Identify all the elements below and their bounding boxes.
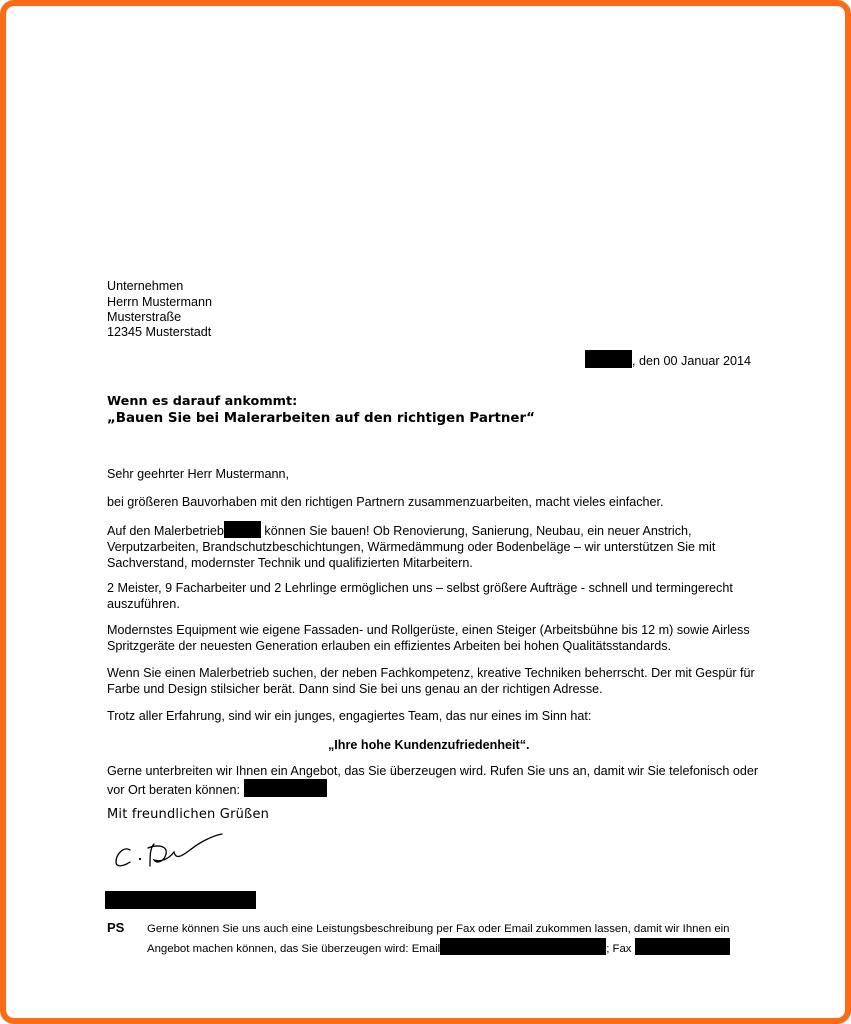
redacted-phone	[244, 779, 327, 797]
salutation: Sehr geehrter Herr Mustermann,	[107, 467, 289, 481]
recipient-company: Unternehmen	[107, 279, 184, 293]
paragraph-2-rest: können Sie bauen! Ob Renovierung, Sanierung, Neubau, ein neuer Anstrich, Verputzarbeiten, Brandschutzbeschichtungen, Wärmedämmung oder Bodenbeläge – wir unterstützen Sie mit Sachverstand, modernster Technik und qualifizierten Mitarbeitern.	[107, 524, 716, 570]
paragraph-2-start: Auf den Malerbetrieb	[107, 524, 224, 538]
ps-text-start: Gerne können Sie uns auch eine Leistungsbeschreibung per Fax oder Email zukommen lassen, damit wir Ihnen ein Angebot machen können, das Sie überzeugen wird: Email	[147, 923, 730, 955]
paragraph-3: 2 Meister, 9 Facharbeiter und 2 Lehrlinge ermöglichen uns – selbst größere Aufträge - schnell und termingerecht auszuführen.	[107, 581, 733, 611]
recipient-street: Musterstraße	[107, 310, 182, 324]
recipient-city: 12345 Musterstadt	[107, 325, 212, 339]
paragraph-2	[107, 521, 767, 571]
subject-line-2: „Bauen Sie bei Malerarbeiten auf den richtigen Partner“	[107, 411, 535, 426]
date-line	[585, 350, 751, 369]
date-text: , den 00 Januar 2014	[632, 354, 752, 368]
paragraph-7	[107, 763, 767, 798]
ps-text-fax: ; Fax	[606, 942, 632, 955]
redacted-fax	[635, 938, 730, 955]
slogan: „Ihre hohe Kundenzufriedenheit“.	[328, 738, 530, 752]
recipient-name: Herrn Mustermann	[107, 295, 212, 309]
ps-text	[147, 922, 757, 957]
ps-label: PS	[107, 920, 125, 935]
paragraph-1: bei größeren Bauvorhaben mit den richtigen Partnern zusammenzuarbeiten, macht vieles einfacher.	[107, 495, 664, 509]
paragraph-7-text: Gerne unterbreiten wir Ihnen ein Angebot, das Sie überzeugen wird. Rufen Sie uns an, damit wir Sie telefonisch oder vor Ort beraten können:	[107, 764, 759, 797]
redacted-signer-name	[105, 891, 256, 909]
handwritten-signature	[110, 832, 230, 874]
paragraph-5: Wenn Sie einen Malerbetrieb suchen, der neben Fachkompetenz, kreative Techniken beherrscht. Der mit Gespür für Farbe und Design stilsicher berät. Dann sind Sie bei uns genau an der richtigen Adresse.	[107, 666, 755, 696]
closing: Mit freundlichen Grüßen	[107, 807, 270, 822]
redacted-city	[585, 350, 632, 368]
subject-line-1: Wenn es darauf ankommt:	[107, 394, 298, 409]
paragraph-4: Modernstes Equipment wie eigene Fassaden- und Rollgerüste, einen Steiger (Arbeitsbühne bis 12 m) sowie Airless Spritzgeräte der neuesten Generation erlauben ein effizientes Arbeiten bei hohen Qualitätsstandards.	[107, 623, 750, 653]
redacted-company	[224, 521, 261, 538]
redacted-email	[440, 938, 606, 955]
paragraph-6: Trotz aller Erfahrung, sind wir ein junges, engagiertes Team, das nur eines im Sinn hat:	[107, 709, 592, 723]
